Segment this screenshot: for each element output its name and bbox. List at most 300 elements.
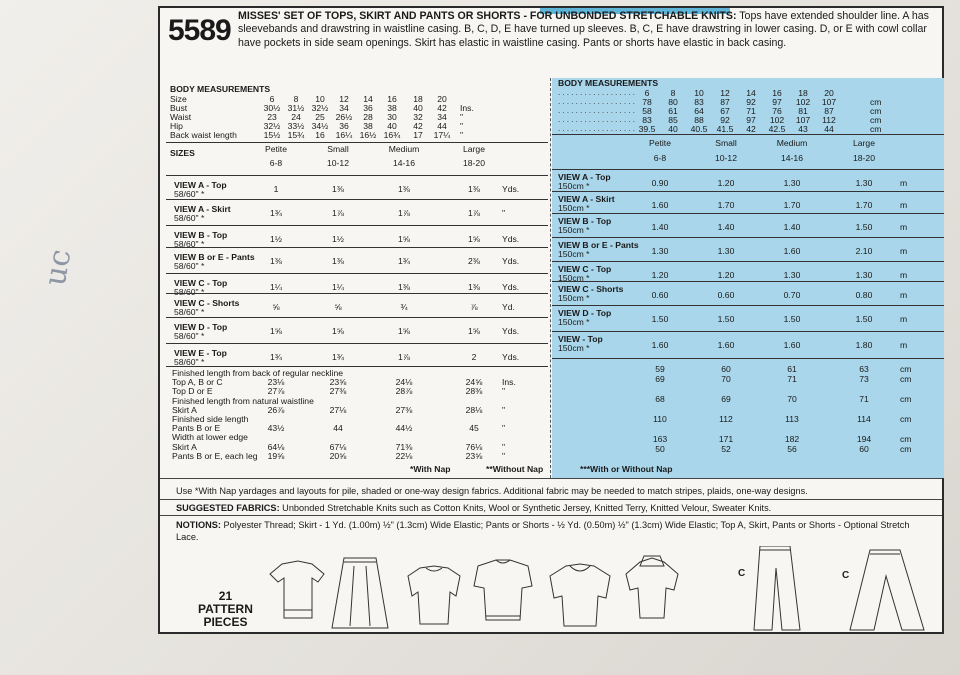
metric-view-yardage: 1.70 [855, 200, 873, 210]
pattern-description [238, 10, 938, 50]
metric-view-unit: m [900, 222, 908, 232]
imperial-view-unit: Yds. [502, 326, 520, 336]
imperial-body-value: 32½ [311, 103, 329, 113]
metric-view-fabric: 150cm * [558, 317, 590, 327]
imperial-body-value: 12 [339, 94, 349, 104]
imperial-body-value: 18 [413, 94, 423, 104]
imperial-body-value: 36 [363, 103, 373, 113]
imperial-view-name: VIEW C - Shorts [174, 298, 240, 308]
imperial-view-yardage: 1⅝ [468, 234, 480, 244]
imperial-body-value: 38 [363, 121, 373, 131]
metric-body-value: 102 [769, 115, 785, 125]
metric-view-yardage: 1.20 [717, 178, 735, 188]
metric-view-yardage: 1.40 [717, 222, 735, 232]
imperial-finished-label: Finished length from back of regular neckline [172, 368, 344, 378]
imperial-body-value: 34½ [311, 121, 329, 131]
imperial-view-name: VIEW D - Top [174, 322, 228, 332]
metric-view-fabric: 150cm * [558, 203, 590, 213]
imperial-finished-value: 23⅝ [329, 377, 347, 388]
metric-view-yardage: 0.60 [651, 290, 669, 300]
metric-body-value: 67 [720, 106, 730, 116]
imperial-body-value: 34 [339, 103, 349, 113]
metric-view-fabric: 150cm * [558, 293, 590, 303]
imperial-finished-value: 64⅛ [267, 441, 285, 452]
imperial-view-unit: Yds. [502, 234, 520, 244]
metric-view-yardage: 1.60 [651, 340, 669, 350]
imperial-body-value: 8 [293, 94, 299, 104]
metric-view-name: VIEW A - Skirt [558, 194, 615, 204]
imperial-view-yardage: 1⅜ [398, 282, 410, 292]
imperial-body-unit: " [460, 130, 464, 140]
sketch-label-c2: C [842, 570, 850, 581]
imperial-view-unit: Yds. [502, 282, 520, 292]
metric-body-value: 12 [720, 88, 730, 98]
metric-view-yardage: 1.50 [855, 314, 873, 324]
metric-view-name: VIEW B or E - Pants [558, 240, 639, 250]
imperial-finished-value: 44 [333, 423, 343, 434]
imperial-view-name: VIEW A - Top [174, 180, 227, 190]
metric-size-group-range: 6-8 [653, 153, 667, 163]
imperial-view-yardage: ⅞ [470, 302, 478, 312]
metric-finished-value: 182 [784, 434, 800, 444]
metric-view-fabric: 150cm * [558, 249, 590, 259]
metric-view-name: VIEW C - Shorts [558, 284, 624, 294]
imperial-view-unit: " [502, 208, 506, 218]
metric-view-rule [552, 169, 944, 170]
metric-dot-leader: .................. [558, 123, 637, 133]
metric-size-group-range: 18-20 [853, 153, 875, 163]
imperial-body-row-label: Bust [170, 103, 188, 113]
metric-body-value: 92 [746, 97, 756, 107]
imperial-sizes-label: SIZES [170, 148, 195, 158]
sketch-pants-b [754, 546, 800, 630]
imperial-finished-value: 27⅞ [267, 386, 285, 397]
metric-view-yardage: 1.30 [783, 270, 801, 280]
metric-body-value: 64 [694, 106, 704, 116]
imperial-view-yardage: 1¾ [270, 208, 282, 218]
imperial-finished-value: 19⅝ [267, 450, 285, 461]
metric-body-value: 8 [670, 88, 676, 98]
imperial-body-value: 34 [437, 112, 447, 122]
metric-size-group-range: 10-12 [715, 153, 737, 163]
metric-view-unit: m [900, 178, 908, 188]
imperial-view-unit: Yds. [502, 352, 520, 362]
imperial-view-unit: Yds. [502, 184, 520, 194]
panel-divider [550, 78, 551, 478]
metric-view-unit: m [900, 340, 908, 350]
imperial-view-rule [166, 293, 548, 294]
metric-finished-unit: cm [900, 394, 912, 404]
imperial-view-yardage: 1⅝ [468, 326, 480, 336]
imperial-body-value: 24 [291, 112, 301, 122]
imperial-body-row-label: Size [170, 94, 187, 104]
imperial-finished-unit: " [502, 386, 506, 397]
footer-rule-3 [160, 515, 942, 516]
imperial-finished-label: Width at lower edge [172, 432, 248, 443]
notions-text: Polyester Thread; Skirt - 1 Yd. (1.00m) ½" (1.3cm) Wide Elastic; Pants or Shorts - ½ Yd. (0.50m) ½" (1.3cm) Wide Elastic; Top A, Skirt, Pants or Shorts - Optional Stretch Lace. [176, 520, 910, 542]
metric-finished-value: 71 [859, 394, 869, 404]
metric-body-value: 16 [772, 88, 782, 98]
bottom-strip [158, 640, 944, 662]
imperial-view-yardage: ¾ [400, 302, 408, 312]
imperial-finished-value: 23⅛ [267, 377, 285, 388]
metric-finished-value: 171 [718, 434, 734, 444]
description-title: MISSES' SET OF TOPS, SKIRT AND PANTS OR SHORTS - FOR UNBONDED STRETCHABLE KNITS: [238, 10, 737, 22]
metric-finished-value: 73 [859, 374, 869, 384]
imperial-finished-label: Finished length from natural waistline [172, 395, 314, 406]
imperial-body-value: 36 [339, 121, 349, 131]
imperial-view-rule [166, 343, 548, 344]
metric-finished-value: 70 [721, 374, 731, 384]
metric-finished-value: 194 [856, 434, 872, 444]
imperial-body-value: 15¾ [287, 130, 305, 140]
imperial-view-yardage: 1⅜ [332, 184, 344, 194]
metric-view-yardage: 1.30 [651, 246, 669, 256]
metric-view-name: VIEW A - Top [558, 172, 611, 182]
metric-body-unit: cm [870, 124, 882, 134]
metric-view-yardage: 1.60 [717, 340, 735, 350]
imperial-size-group-name: Medium [388, 144, 420, 154]
imperial-body-value: 42 [413, 121, 423, 131]
metric-body-value: 40 [668, 124, 678, 134]
metric-size-group-name: Large [853, 138, 875, 148]
metric-view-fabric: 150cm * [558, 225, 590, 235]
sketch-top-b [408, 566, 460, 624]
notions [176, 519, 926, 543]
imperial-view-name: VIEW A - Skirt [174, 204, 231, 214]
metric-body-value: 10 [694, 88, 704, 98]
suggested-label: SUGGESTED FABRICS: [176, 503, 280, 513]
imperial-view-yardage: 1¾ [398, 256, 410, 266]
metric-finished-value: 69 [655, 374, 665, 384]
imperial-finished-unit: " [502, 404, 506, 415]
imperial-view-fabric: 58/60" * [174, 307, 205, 317]
imperial-view-fabric: 58/60" * [174, 357, 205, 367]
imperial-body-value: 17¼ [433, 130, 451, 140]
imperial-view-rule [166, 247, 548, 248]
imperial-view-yardage: 1½ [332, 234, 344, 244]
metric-finished-value: 110 [653, 414, 667, 424]
metric-body-value: 78 [642, 97, 652, 107]
metric-view-yardage: 0.60 [717, 290, 735, 300]
imperial-finished-unit: Ins. [502, 377, 516, 388]
metric-dot-leader: .................. [558, 105, 637, 115]
metric-finished-value: 59 [655, 364, 665, 374]
imperial-view-rule [166, 273, 548, 274]
metric-view-yardage: 0.90 [651, 178, 669, 188]
imperial-finished-value: 28⅞ [395, 386, 413, 397]
imperial-view-fabric: 58/60" * [174, 287, 205, 297]
use-note: Use *With Nap yardages and layouts for pile, shaded or one-way design fabrics. Additional fabric may be needed to match stripes, plaids, one-way designs. [176, 486, 808, 496]
imperial-body-value: 30 [387, 112, 397, 122]
imperial-view-yardage: 1⅞ [332, 208, 344, 218]
metric-view-unit: m [900, 200, 908, 210]
metric-body-unit: cm [870, 115, 882, 125]
imperial-view-yardage: 1⅜ [468, 282, 480, 292]
metric-view-rule [552, 213, 944, 214]
metric-finished-value: 56 [787, 444, 797, 454]
metric-view-yardage: 1.60 [651, 200, 669, 210]
imperial-finished-label: Top A, B or C [172, 377, 223, 388]
imperial-body-unit: " [460, 112, 464, 122]
imperial-size-group-name: Large [463, 144, 485, 154]
metric-body-value: 80 [668, 97, 678, 107]
metric-view-rule [552, 305, 944, 306]
metric-view-yardage: 1.30 [855, 270, 873, 280]
imperial-finished-value: 24⅝ [465, 377, 483, 388]
metric-dot-leader: .................. [558, 87, 637, 97]
imperial-view-yardage: 1⅜ [468, 184, 480, 194]
imperial-body-value: 26½ [335, 112, 353, 122]
imperial-body-value: 25 [315, 112, 325, 122]
metric-view-unit: m [900, 246, 908, 256]
imperial-view-fabric: 58/60" * [174, 331, 205, 341]
sketch-skirt-a [332, 558, 388, 628]
metric-size-group-name: Petite [649, 138, 671, 148]
metric-body-value: 87 [720, 97, 730, 107]
metric-finished-unit: cm [900, 434, 912, 444]
imperial-body-value: 20 [437, 94, 447, 104]
imperial-body-value: 28 [363, 112, 373, 122]
footer-rule-2 [160, 499, 942, 500]
metric-body-value: 44 [824, 124, 834, 134]
metric-body-value: 41.5 [716, 124, 734, 134]
imperial-body-row-label: Waist [170, 112, 192, 122]
metric-view-name: VIEW B - Top [558, 216, 612, 226]
metric-view-yardage: 1.70 [783, 200, 801, 210]
imperial-view-yardage: 1⅞ [398, 208, 410, 218]
imperial-finished-value: 20⅝ [329, 450, 347, 461]
metric-view-yardage: 1.40 [783, 222, 801, 232]
imperial-view-yardage: 1⅝ [398, 234, 410, 244]
imperial-view-rule [166, 199, 548, 200]
sketch-top-d [550, 564, 610, 626]
metric-size-group-name: Small [715, 138, 737, 148]
imperial-finished-value: 27⅜ [395, 404, 413, 415]
metric-body-value: 81 [798, 106, 808, 116]
metric-view-rule [552, 237, 944, 238]
pattern-pieces-count [198, 590, 253, 629]
metric-view-yardage: 1.50 [651, 314, 669, 324]
metric-body-value: 40.5 [690, 124, 708, 134]
handwritten-note: uc [37, 246, 79, 289]
imperial-view-yardage: 1¾ [270, 352, 282, 362]
imperial-view-fabric: 58/60" * [174, 189, 205, 199]
metric-view-yardage: 1.60 [783, 340, 801, 350]
imperial-body-value: 32½ [263, 121, 281, 131]
metric-finished-unit: cm [900, 414, 912, 424]
metric-body-value: 85 [668, 115, 678, 125]
metric-finished-value: 113 [785, 414, 799, 424]
metric-body-value: 42 [746, 124, 756, 134]
metric-finished-value: 50 [655, 444, 665, 454]
imperial-finished-label: Top D or E [172, 386, 213, 397]
imperial-finished-label: Finished side length [172, 414, 249, 424]
imperial-view-yardage: ⅝ [272, 302, 280, 312]
imperial-view-yardage: 1⅜ [332, 256, 344, 266]
imperial-body-value: 40 [413, 103, 423, 113]
metric-size-group-range: 14-16 [781, 153, 803, 163]
metric-finished-value: 68 [655, 394, 665, 404]
imperial-body-value: 32 [413, 112, 423, 122]
metric-finished-value: 163 [652, 434, 668, 444]
imperial-view-name: VIEW C - Top [174, 278, 228, 288]
metric-body-value: 87 [824, 106, 834, 116]
metric-view-yardage: 1.20 [651, 270, 669, 280]
imperial-body-value: 16 [387, 94, 397, 104]
metric-finished-unit: cm [900, 364, 912, 374]
metric-view-yardage: 1.60 [783, 246, 801, 256]
pieces-line1: PATTERN [198, 602, 253, 616]
imperial-body-value: 16½ [359, 130, 377, 140]
metric-view-fabric: 150cm * [558, 273, 590, 283]
imperial-body-unit: " [460, 121, 464, 131]
imperial-finished-value: 45 [469, 423, 479, 434]
imperial-body-value: 33½ [287, 121, 305, 131]
notions-label: NOTIONS: [176, 520, 221, 530]
metric-finished-value: 69 [721, 394, 731, 404]
metric-finished-value: 114 [857, 414, 871, 424]
imperial-body-value: 15½ [263, 130, 281, 140]
imperial-body-value: 30½ [263, 103, 281, 113]
metric-body-value: 43 [798, 124, 808, 134]
metric-finished-value: 71 [787, 374, 797, 384]
imperial-view-unit: Yd. [502, 302, 515, 312]
imperial-view-name: VIEW B - Top [174, 230, 228, 240]
imperial-view-unit: Yds. [502, 256, 520, 266]
suggested-fabrics [176, 502, 926, 514]
imperial-body-row-label: Back waist length [170, 130, 237, 140]
imperial-body-value: 6 [269, 94, 275, 104]
pattern-back-card [158, 6, 944, 634]
metric-body-value: 112 [822, 115, 836, 125]
imperial-finished-value: 43½ [267, 423, 285, 434]
imperial-view-yardage: 1¼ [332, 282, 344, 292]
metric-finished-value: 60 [859, 444, 869, 454]
imperial-finished-value: 44½ [395, 423, 413, 434]
metric-view-yardage: 1.50 [855, 222, 873, 232]
metric-body-unit: cm [870, 106, 882, 116]
pieces-number: 21 [218, 589, 233, 603]
metric-size-group-name: Medium [776, 138, 808, 148]
imperial-view-rule [166, 317, 548, 318]
imperial-body-value: 16¼ [335, 130, 353, 140]
imperial-size-group-name: Petite [265, 144, 287, 154]
imperial-finished-unit: " [502, 450, 506, 461]
metric-view-rule [552, 331, 944, 332]
nap-with: *With Nap [410, 464, 451, 474]
metric-view-yardage: 1.40 [651, 222, 669, 232]
imperial-finished-label: Skirt A [172, 404, 197, 415]
metric-view-yardage: 0.70 [783, 290, 801, 300]
imperial-body-value: 42 [437, 103, 447, 113]
sketch-top-a [270, 561, 324, 618]
description-body: Tops have extended shoulder line. A has sleevebands and drawstring in waistline casing. B, C, D, E have turned up sleeves. B, C, E have drawstring in lower casing. D, or E with cowl collar have pockets in side seam openings. Skirt has elastic in waistline casing. Pants or shorts have elastic in back casing. [238, 10, 929, 49]
imperial-size-group-range: 14-16 [393, 158, 415, 168]
metric-body-unit: cm [870, 97, 882, 107]
metric-finished-value: 52 [721, 444, 731, 454]
imperial-view-yardage: 1⅜ [398, 184, 410, 194]
metric-view-rule [552, 261, 944, 262]
metric-view-rule [552, 281, 944, 282]
imperial-body-value: 40 [387, 121, 397, 131]
sketch-top-e [626, 556, 678, 618]
metric-view-yardage: 1.80 [855, 340, 873, 350]
metric-view-name: VIEW C - Top [558, 264, 612, 274]
metric-view-fabric: 150cm * [558, 343, 590, 353]
metric-finished-value: 112 [719, 414, 733, 424]
imperial-view-fabric: 58/60" * [174, 239, 205, 249]
imperial-finished-label: Skirt A [172, 441, 197, 452]
imperial-view-rule [166, 225, 548, 226]
metric-view-name: VIEW D - Top [558, 308, 612, 318]
imperial-finished-label: Pants B or E, each leg [172, 450, 258, 461]
metric-finished-value: 63 [859, 364, 869, 374]
metric-body-value: 58 [642, 106, 652, 116]
imperial-finished-value: 28⅜ [465, 386, 483, 397]
suggested-text: Unbonded Stretchable Knits such as Cotton Knits, Wool or Synthetic Jersey, Knitted Terry, Knitted Velour, Sweater Knits. [279, 503, 772, 513]
metric-dot-leader: .................. [558, 114, 637, 124]
metric-body-value: 61 [668, 106, 678, 116]
imperial-view-yardage: 2 [471, 352, 477, 362]
imperial-body-unit: Ins. [460, 103, 474, 113]
sketch-label-c1: C [738, 568, 746, 579]
imperial-finished-value: 27⅛ [329, 404, 347, 415]
imperial-view-yardage: 1 [273, 184, 279, 194]
imperial-rule-top [166, 142, 548, 143]
metric-view-yardage: 2.10 [855, 246, 873, 256]
metric-body-value: 39.5 [638, 124, 656, 134]
imperial-body-value: 16 [315, 130, 325, 140]
metric-view-yardage: 1.30 [717, 246, 735, 256]
imperial-size-group-name: Small [327, 144, 349, 154]
imperial-body-value: 16¾ [383, 130, 401, 140]
metric-finished-value: 70 [787, 394, 797, 404]
imperial-body-label: BODY MEASUREMENTS [170, 84, 271, 94]
imperial-body-row-label: Hip [170, 121, 183, 131]
imperial-finished-value: 28⅛ [465, 404, 483, 415]
imperial-size-group-range: 18-20 [463, 158, 485, 168]
metric-finished-unit: cm [900, 374, 912, 384]
imperial-finished-value: 27⅜ [329, 386, 347, 397]
footer-rule-1 [160, 478, 942, 479]
metric-rule-finished [552, 358, 944, 359]
metric-body-label: BODY MEASUREMENTS [558, 78, 659, 88]
imperial-finished-value: 67⅛ [329, 441, 347, 452]
imperial-rule-finished [166, 366, 548, 367]
metric-view-unit: m [900, 270, 908, 280]
metric-body-value: 107 [821, 97, 837, 107]
pattern-number: 5589 [168, 14, 231, 47]
metric-body-value: 42.5 [768, 124, 786, 134]
imperial-view-rule [166, 175, 548, 176]
imperial-body-value: 44 [437, 121, 447, 131]
imperial-view-yardage: ⅝ [334, 302, 342, 312]
nap-either: ***With or Without Nap [580, 464, 673, 474]
imperial-finished-value: 71⅜ [395, 441, 413, 452]
sketch-top-c [474, 560, 532, 620]
metric-dot-leader: .................. [558, 96, 637, 106]
metric-view-unit: m [900, 314, 908, 324]
imperial-finished-value: 26⅞ [267, 404, 285, 415]
metric-view-fabric: 150cm * [558, 181, 590, 191]
metric-view-yardage: 1.70 [717, 200, 735, 210]
metric-rule-top [552, 134, 944, 135]
imperial-view-yardage: 2⅜ [468, 256, 480, 266]
imperial-size-group-range: 10-12 [327, 158, 349, 168]
metric-body-value: 83 [694, 97, 704, 107]
metric-finished-unit: cm [900, 444, 912, 454]
